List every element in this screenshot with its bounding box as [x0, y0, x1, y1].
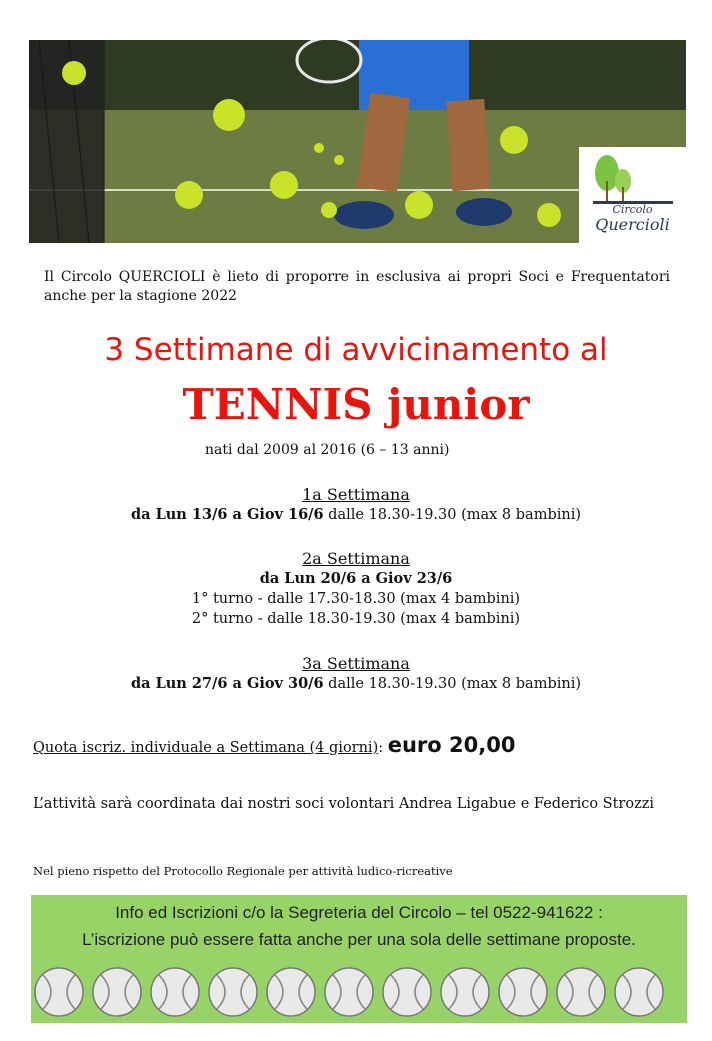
- subtitle: 3 Settimane di avvicinamento al: [104, 332, 608, 368]
- page-title: TENNIS junior: [182, 380, 530, 429]
- week-1-block: [0, 485, 712, 525]
- tree-logo-icon: [579, 147, 686, 207]
- week-2-dates: da Lun 20/6 a Giov 23/6: [259, 570, 453, 587]
- fee-label: Quota iscriz. individuale a Settimana (4 giorni): [33, 740, 379, 756]
- fee-price: euro 20,00: [387, 733, 516, 757]
- logo-text-quercioli: Quercioli: [595, 215, 670, 234]
- week-2-turn-1: 1° turno - dalle 17.30-18.30 (max 4 bambini): [191, 591, 521, 607]
- fee-line: [33, 733, 515, 757]
- protocol-note: Nel pieno rispetto del Protocollo Regionale per attività ludico-ricreative: [33, 864, 453, 878]
- week-2-heading: 2a Settimana: [302, 549, 410, 568]
- week-2-turn-2: 2° turno - dalle 18.30-19.30 (max 4 bambini): [191, 611, 521, 627]
- coordination-note: L’attività sarà coordinata dai nostri soci volontari Andrea Ligabue e Federico Strozzi: [33, 796, 655, 812]
- week-1-dates: da Lun 13/6 a Giov 16/6: [130, 506, 324, 523]
- week-1-schedule: [0, 505, 712, 525]
- info-banner: [31, 895, 687, 1023]
- week-3-schedule: [0, 674, 712, 694]
- hero-photo: [29, 40, 686, 243]
- club-logo: [579, 147, 686, 243]
- logo-text-circolo: Circolo: [612, 203, 653, 216]
- week-2-block: [0, 549, 712, 629]
- fee-separator: :: [378, 740, 388, 756]
- week-1-details: dalle 18.30-19.30 (max 8 bambini): [323, 507, 581, 523]
- age-range: nati dal 2009 al 2016 (6 – 13 anni): [205, 442, 450, 458]
- info-line-2: L’iscrizione può essere fatta anche per una sola delle settimane proposte.: [82, 930, 636, 949]
- week-1-heading: 1a Settimana: [302, 485, 410, 504]
- week-3-block: [0, 654, 712, 694]
- week-3-heading: 3a Settimana: [302, 654, 410, 673]
- tennis-balls-border-icon: [31, 961, 687, 1023]
- week-3-dates: da Lun 27/6 a Giov 30/6: [130, 675, 324, 692]
- week-3-details: dalle 18.30-19.30 (max 8 bambini): [323, 676, 581, 692]
- intro-paragraph: Il Circolo QUERCIOLI è lieto di proporre in esclusiva ai propri Soci e Frequentatori anche per la stagione 2022: [44, 269, 670, 304]
- info-line-1: Info ed Iscrizioni c/o la Segreteria del Circolo – tel 0522-941622 :: [115, 903, 603, 922]
